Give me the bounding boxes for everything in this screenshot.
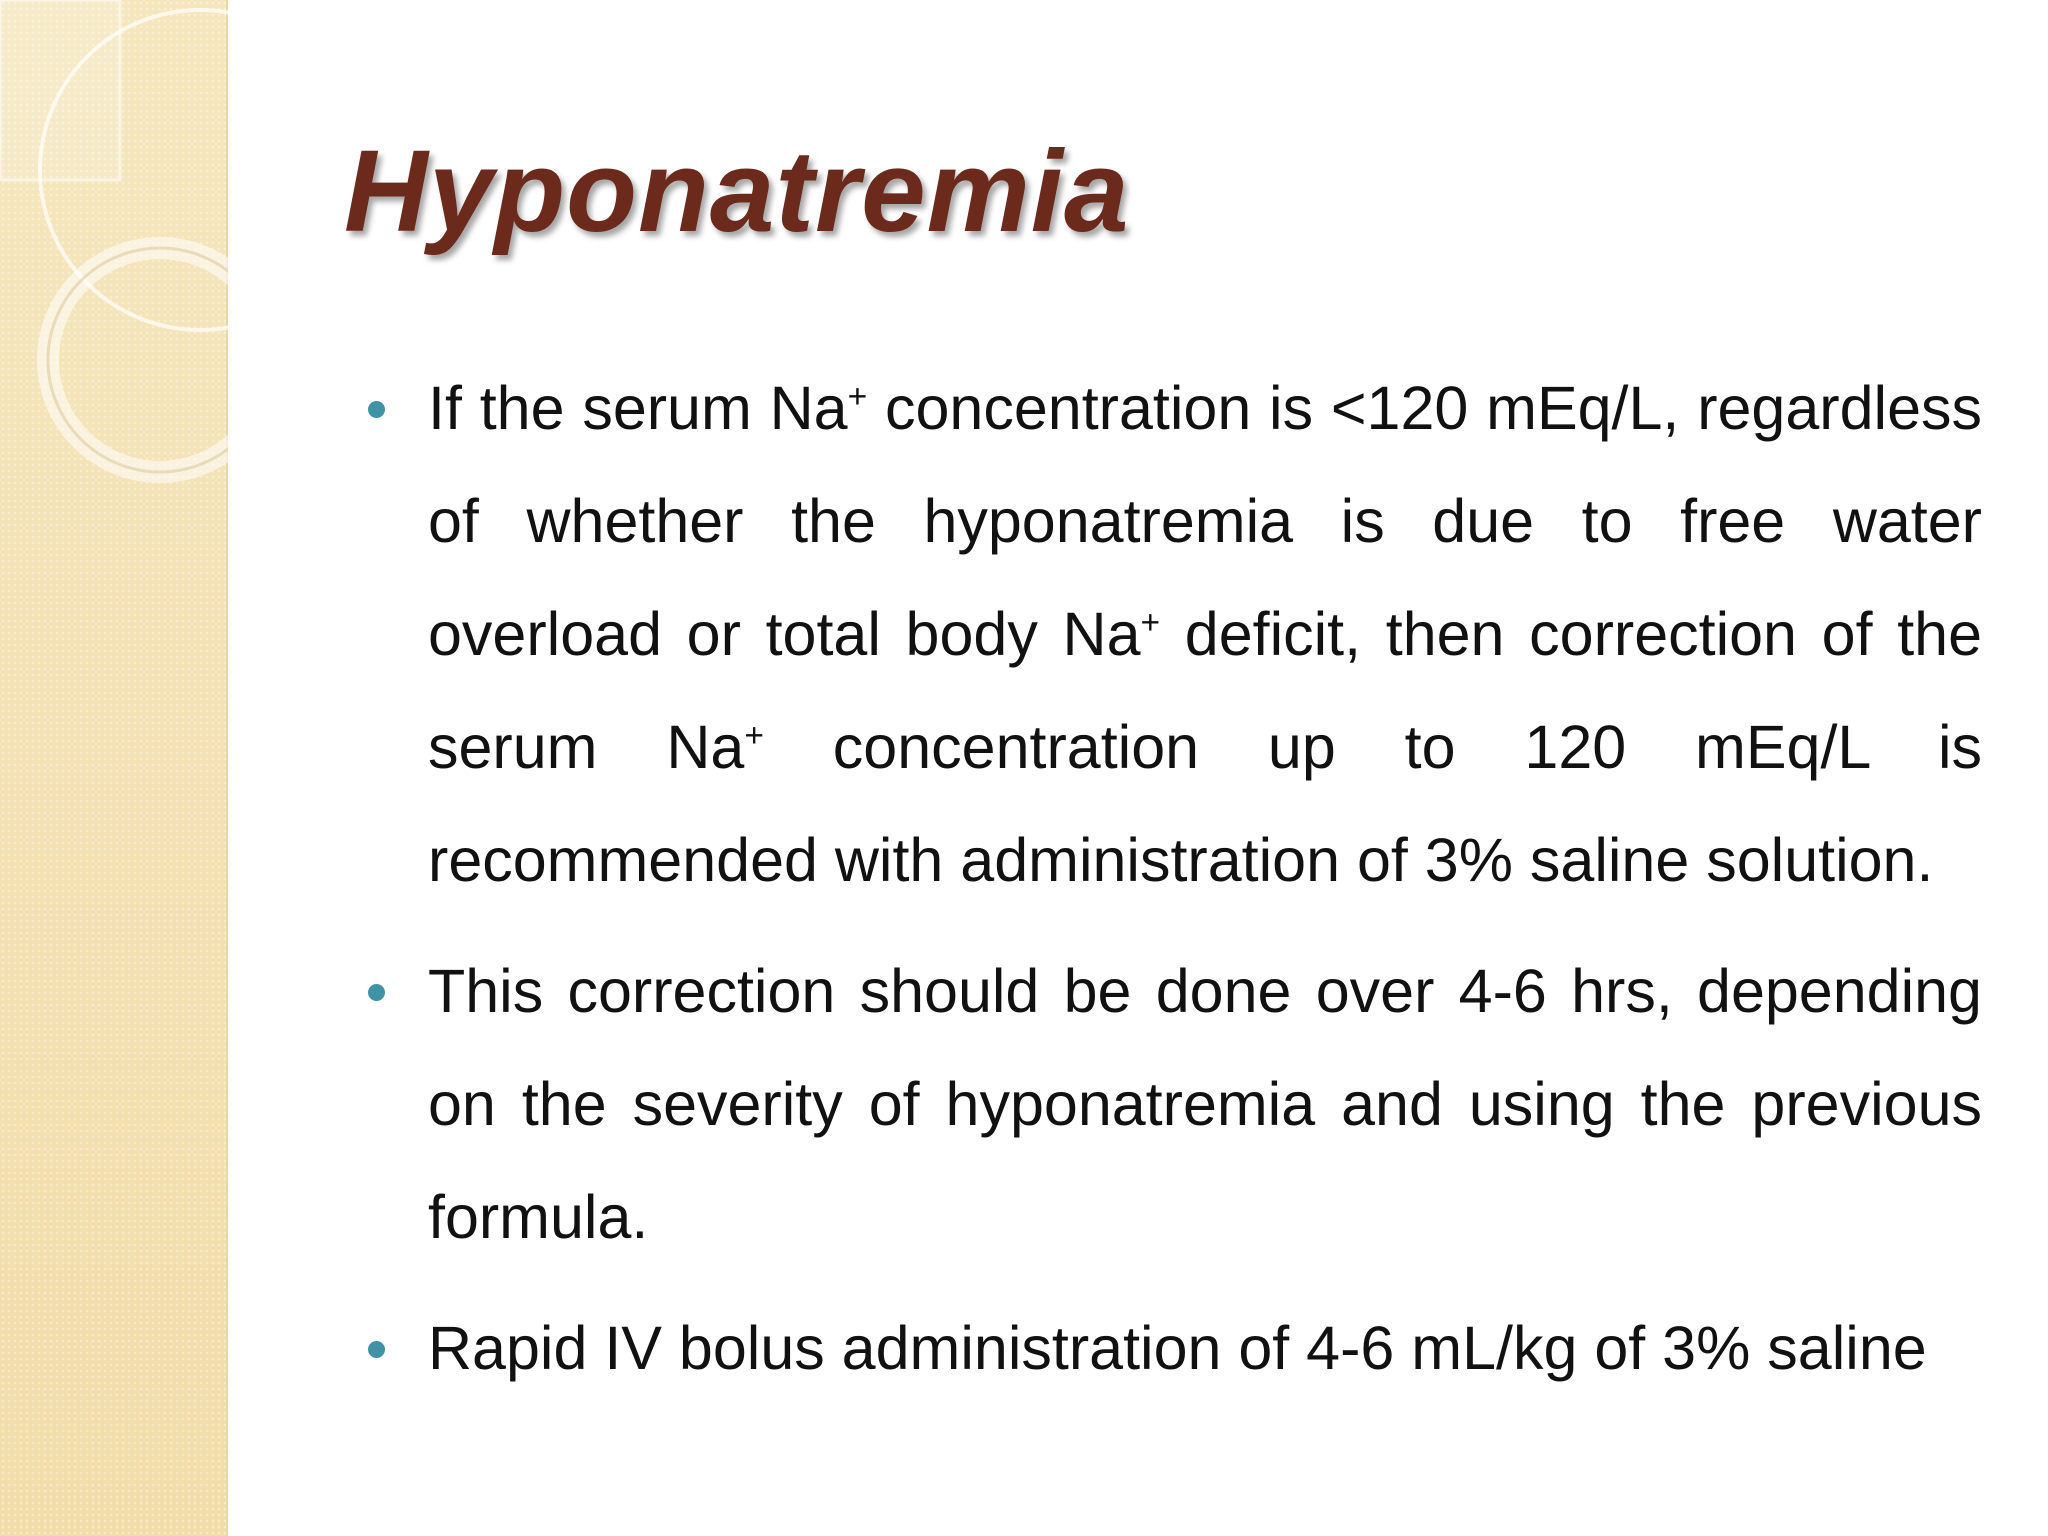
slide-title: Hyponatremia (344, 126, 1130, 256)
circle-ornament-icon (0, 0, 228, 520)
bullet-text: deficit, then correction of the serum Na (428, 600, 1982, 781)
decorative-sidebar (0, 0, 228, 1536)
bullet-text: If the serum Na (428, 374, 848, 442)
bullet-dot-icon (368, 984, 385, 1001)
superscript: + (1140, 604, 1161, 642)
bullet-item (362, 352, 1982, 917)
bullet-dot-icon (368, 1341, 385, 1358)
superscript: + (744, 717, 764, 755)
superscript: + (847, 378, 868, 416)
bullet-text: This correction should be done over 4-6 hrs, depending on the severity of hyponatremia and using the previous formula. (428, 957, 1982, 1251)
bullet-text: concentration up to 120 mEq/L is recommended with administration of 3% saline solution. (428, 713, 1983, 894)
bullet-item (362, 1292, 1982, 1405)
bullet-text: Rapid IV bolus administration of 4-6 mL/kg of 3% saline (428, 1314, 1927, 1382)
bullet-text: concentration is <120 mEq/L, regardless of whether the hyponatremia is due to free water overload or total body Na (428, 374, 1982, 668)
bullet-dot-icon (368, 401, 385, 418)
bullet-list (362, 352, 1982, 1423)
bullet-item (362, 935, 1982, 1274)
